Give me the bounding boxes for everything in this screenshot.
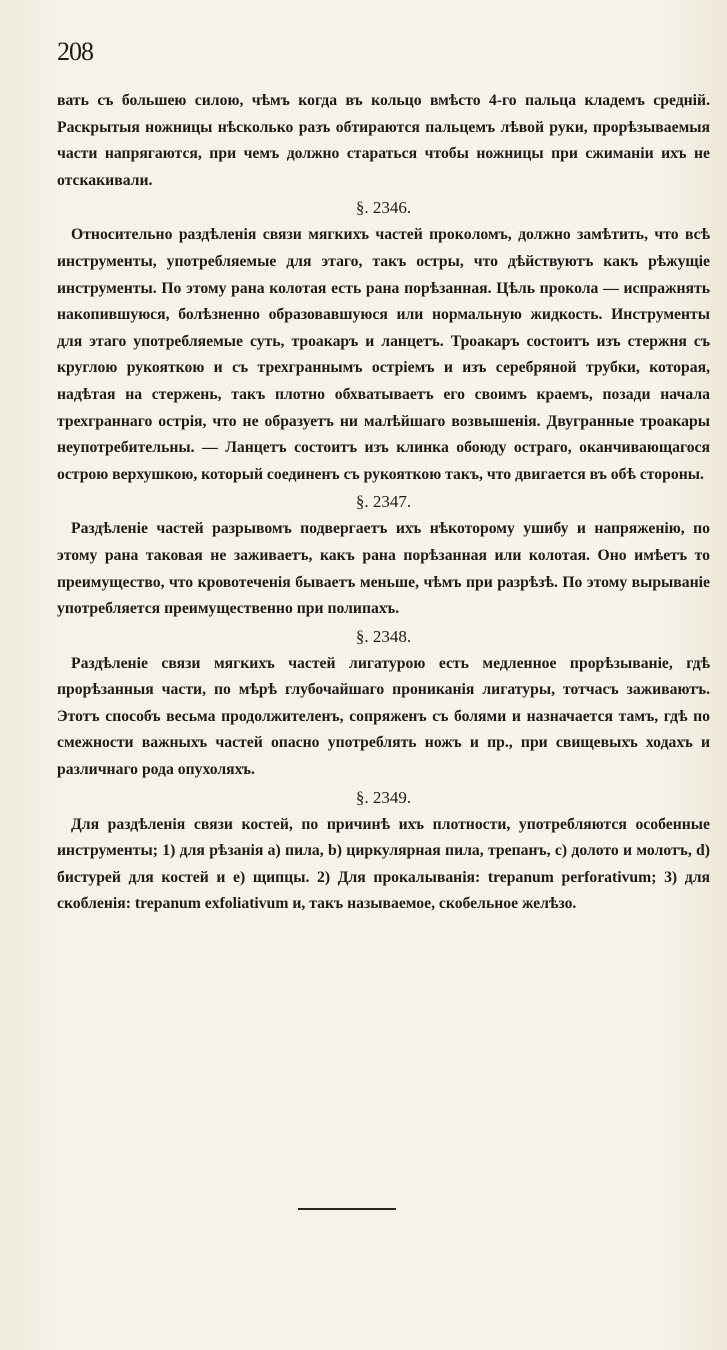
paragraph-2347: Раздѣленіе частей разрывомъ подвергаетъ ихъ нѣкоторому ушибу и напряженію, по этому рана таковая не заживаетъ, какъ рана порѣзанная или колотая. Оно имѣетъ то преимущество, что кровотеченія бываетъ меньше, чѣмъ при разрѣзѣ. По этому вырываніе употребляется преимущественно при полипахъ. [57, 520, 710, 618]
section-heading-2349: §. 2349. [355, 787, 412, 807]
closing-rule-divider [298, 1208, 396, 1210]
page-body [57, 88, 710, 918]
paragraph-2349: Для раздѣленія связи костей, по причинѣ ихъ плотности, употребляются особенные инструменты; 1) для рѣзанія a) пила, b) циркулярная пила, трепанъ, c) долото и молотъ, d) бистурей для костей и e) щипцы. 2) Для прокалыванія: trepanum perforativum; 3) для скобленія: trepanum exfoliativum и, такъ называемое, скобельное желѣзо. [57, 815, 710, 913]
paragraph-2346: Относительно раздѣленія связи мягкихъ частей прокoломъ, должно замѣтить, что всѣ инструменты, употребляемые для этаго, такъ остры, что дѣйствуютъ какъ рѣжущіе инструменты. По этому рана колотая есть рана порѣзанная. Цѣль прокола — испражнять накопившуюся, болѣзненно образовавшуюся или нормальную жидкость. Инструменты для этаго употребляемые суть, троакаръ и ланцетъ. Троакаръ состоитъ изъ стержня съ круглою рукояткою и съ трехграннымъ остріемъ и изъ серебряной трубки, которая, надѣтая на стержень, такъ плотно обхватываетъ его своимъ краемъ, позади начала трехграннаго острія, что не образуетъ ни малѣйшаго возвышенія. Двугранные троакары неупотребительны. — Ланцетъ состоитъ изъ клинка обоюду остраго, оканчивающагося острою верхушкою, который соединенъ съ рукояткою такъ, что двигается въ обѣ стороны. [57, 226, 710, 483]
paragraph-2348: Раздѣленіе связи мягкихъ частей лигатурою есть медленное прорѣзываніе, гдѣ прорѣзанныя части, по мѣрѣ глубочайшаго прониканія лигатуры, тотчасъ заживаютъ. Этотъ способъ весьма продолжителенъ, сопряженъ съ болями и назначается тамъ, гдѣ по смежности важныхъ частей опасно употреблять ножъ и пр., при свищевыхъ ходахъ и различнаго рода опухоляхъ. [57, 654, 710, 779]
section-heading-2346: §. 2346. [355, 198, 412, 218]
section-heading-2347: §. 2347. [355, 492, 412, 512]
section-heading-2348: §. 2348. [355, 626, 412, 646]
paragraph-continued: вать съ большею силою, чѣмъ когда въ кольцо вмѣсто 4-го пальца кладемъ средній. Раскрытыя ножницы нѣсколько разъ обтираются пальцемъ лѣвой руки, прорѣзываемыя части напрягаются, при чемъ должно стараться чтобы ножницы при сжиманіи ихъ не отскакивали. [57, 92, 710, 189]
page-number: 208 [57, 37, 93, 66]
